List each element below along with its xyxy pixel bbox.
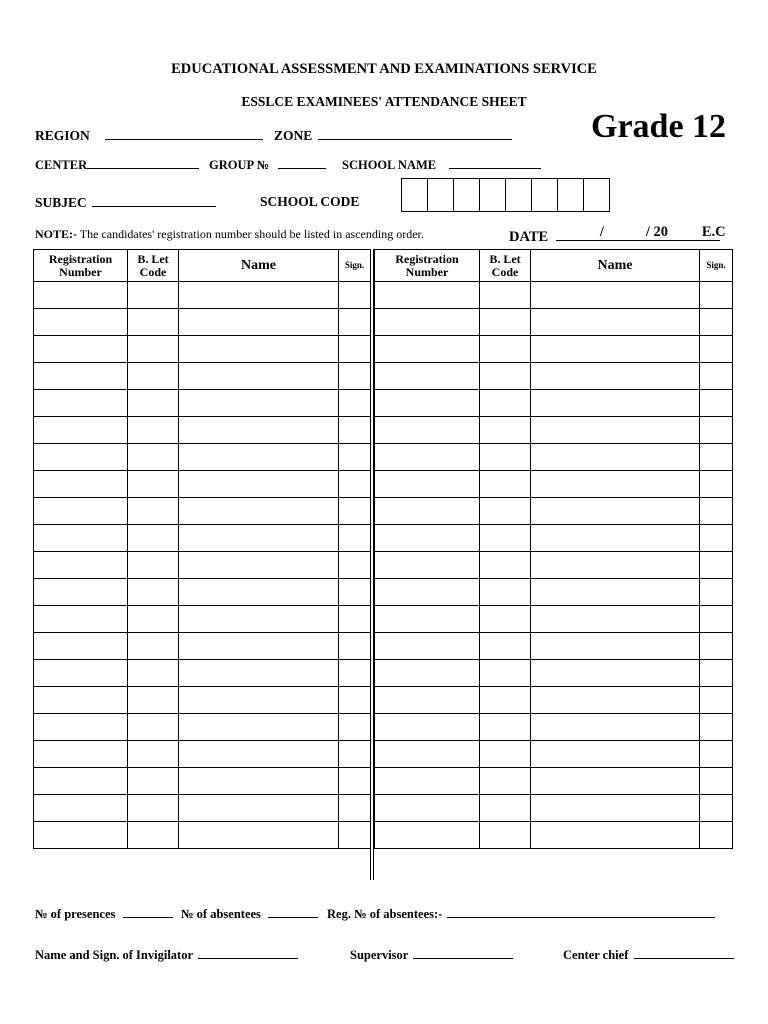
table-row	[34, 552, 371, 579]
date-label: DATE	[509, 229, 549, 245]
registration-cell[interactable]	[375, 741, 480, 768]
blet-cell[interactable]	[128, 390, 179, 417]
subject-field	[35, 194, 216, 211]
table-row	[375, 471, 733, 498]
sign-cell[interactable]	[700, 768, 733, 795]
table-row	[34, 660, 371, 687]
col-registration-header: Registration Number	[34, 250, 128, 282]
code-box[interactable]	[506, 179, 532, 211]
table-row	[375, 525, 733, 552]
table-row	[34, 768, 371, 795]
invigilator-blank[interactable]	[198, 946, 298, 959]
absentees-field	[181, 905, 318, 922]
registration-cell[interactable]	[375, 633, 480, 660]
blet-cell[interactable]	[128, 660, 179, 687]
zone-label: ZONE	[274, 128, 313, 143]
name-cell[interactable]	[179, 417, 339, 444]
name-cell[interactable]	[179, 336, 339, 363]
blet-cell[interactable]	[128, 498, 179, 525]
blet-cell[interactable]	[128, 363, 179, 390]
attendance-table-left	[33, 249, 371, 849]
blet-cell[interactable]	[480, 606, 531, 633]
sign-cell[interactable]	[339, 525, 371, 552]
table-row	[375, 390, 733, 417]
blet-cell[interactable]	[480, 822, 531, 849]
blet-cell[interactable]	[480, 336, 531, 363]
table-row	[375, 309, 733, 336]
table-row	[375, 282, 733, 309]
subject-blank[interactable]	[92, 194, 216, 207]
table-row	[34, 417, 371, 444]
registration-cell[interactable]	[34, 579, 128, 606]
name-cell[interactable]	[179, 363, 339, 390]
registration-cell[interactable]	[34, 714, 128, 741]
table-row	[34, 741, 371, 768]
date-field	[509, 224, 726, 246]
code-box[interactable]	[558, 179, 584, 211]
registration-cell[interactable]	[34, 498, 128, 525]
table-row	[34, 687, 371, 714]
col-name-header: Name	[531, 250, 700, 282]
table-row	[375, 714, 733, 741]
table-row	[34, 282, 371, 309]
blet-cell[interactable]	[480, 795, 531, 822]
registration-cell[interactable]	[375, 579, 480, 606]
registration-cell[interactable]	[34, 471, 128, 498]
registration-cell[interactable]	[34, 660, 128, 687]
sign-cell[interactable]	[339, 606, 371, 633]
sign-cell[interactable]	[339, 336, 371, 363]
blet-cell[interactable]	[128, 822, 179, 849]
sign-cell[interactable]	[700, 552, 733, 579]
table-row	[375, 660, 733, 687]
table-row	[34, 336, 371, 363]
reg-absentees-blank[interactable]	[447, 905, 715, 918]
sign-cell[interactable]	[700, 282, 733, 309]
registration-cell[interactable]	[34, 525, 128, 552]
blet-cell[interactable]	[128, 687, 179, 714]
sign-cell[interactable]	[700, 336, 733, 363]
reg-absentees-label: Reg. № of absentees:-	[327, 907, 443, 921]
col-name-header: Name	[179, 250, 339, 282]
blet-cell[interactable]	[128, 633, 179, 660]
sign-cell[interactable]	[700, 795, 733, 822]
registration-cell[interactable]	[375, 471, 480, 498]
center-chief-field	[563, 946, 734, 963]
sign-cell[interactable]	[339, 498, 371, 525]
school-name-blank[interactable]	[449, 156, 541, 169]
registration-cell[interactable]	[375, 417, 480, 444]
blet-cell[interactable]	[480, 687, 531, 714]
table-row	[34, 525, 371, 552]
table-row	[375, 336, 733, 363]
name-cell[interactable]	[531, 498, 700, 525]
sign-cell[interactable]	[339, 444, 371, 471]
blet-cell[interactable]	[480, 633, 531, 660]
presences-field	[35, 905, 173, 922]
grade-label: Grade 12	[591, 108, 727, 145]
name-cell[interactable]	[531, 363, 700, 390]
name-cell[interactable]	[531, 552, 700, 579]
registration-cell[interactable]	[34, 390, 128, 417]
sign-cell[interactable]	[339, 579, 371, 606]
document-title: EDUCATIONAL ASSESSMENT AND EXAMINATIONS SERVICE	[171, 61, 597, 77]
absentees-label: № of absentees	[181, 907, 261, 921]
registration-cell[interactable]	[375, 444, 480, 471]
name-cell[interactable]	[531, 309, 700, 336]
zone-field	[274, 127, 512, 144]
registration-cell[interactable]	[375, 525, 480, 552]
table-row	[34, 606, 371, 633]
sign-cell[interactable]	[339, 795, 371, 822]
sign-cell[interactable]	[700, 498, 733, 525]
name-cell[interactable]	[179, 471, 339, 498]
registration-cell[interactable]	[34, 768, 128, 795]
blet-cell[interactable]	[128, 309, 179, 336]
table-row	[375, 768, 733, 795]
name-cell[interactable]	[531, 795, 700, 822]
blet-cell[interactable]	[480, 282, 531, 309]
blet-cell[interactable]	[480, 363, 531, 390]
code-box[interactable]	[532, 179, 558, 211]
registration-cell[interactable]	[34, 309, 128, 336]
sign-cell[interactable]	[700, 309, 733, 336]
blet-cell[interactable]	[480, 309, 531, 336]
sign-cell[interactable]	[339, 741, 371, 768]
blet-cell[interactable]	[480, 579, 531, 606]
registration-cell[interactable]	[34, 633, 128, 660]
table-row	[34, 633, 371, 660]
table-row	[375, 741, 733, 768]
supervisor-blank[interactable]	[413, 946, 513, 959]
registration-cell[interactable]	[34, 552, 128, 579]
code-box[interactable]	[584, 179, 609, 211]
name-cell[interactable]	[531, 282, 700, 309]
blet-cell[interactable]	[128, 471, 179, 498]
sign-cell[interactable]	[700, 714, 733, 741]
name-cell[interactable]	[531, 768, 700, 795]
sign-cell[interactable]	[339, 390, 371, 417]
code-box[interactable]	[428, 179, 454, 211]
table-row	[34, 444, 371, 471]
table-row	[34, 471, 371, 498]
table-row	[375, 363, 733, 390]
blet-cell[interactable]	[480, 417, 531, 444]
name-cell[interactable]	[179, 606, 339, 633]
code-box[interactable]	[402, 179, 428, 211]
sign-cell[interactable]	[700, 660, 733, 687]
registration-cell[interactable]	[375, 714, 480, 741]
table-row	[375, 498, 733, 525]
registration-cell[interactable]	[375, 552, 480, 579]
table-row	[34, 390, 371, 417]
table-row	[34, 498, 371, 525]
center-blank[interactable]	[87, 156, 199, 169]
name-cell[interactable]	[531, 822, 700, 849]
table-row	[34, 822, 371, 849]
name-cell[interactable]	[179, 498, 339, 525]
table-row	[34, 309, 371, 336]
sign-cell[interactable]	[339, 822, 371, 849]
registration-cell[interactable]	[34, 741, 128, 768]
name-cell[interactable]	[179, 714, 339, 741]
name-cell[interactable]	[179, 687, 339, 714]
code-box[interactable]	[480, 179, 506, 211]
blet-cell[interactable]	[128, 768, 179, 795]
blet-cell[interactable]	[480, 498, 531, 525]
name-cell[interactable]	[531, 687, 700, 714]
blet-cell[interactable]	[480, 471, 531, 498]
presences-blank[interactable]	[123, 905, 173, 918]
sign-cell[interactable]	[700, 606, 733, 633]
sign-cell[interactable]	[700, 417, 733, 444]
region-blank[interactable]	[105, 127, 263, 140]
blet-cell[interactable]	[128, 714, 179, 741]
table-row	[375, 606, 733, 633]
sign-cell[interactable]	[339, 417, 371, 444]
school-name-label: SCHOOL NAME	[342, 158, 437, 172]
supervisor-label: Supervisor	[350, 948, 409, 962]
name-cell[interactable]	[531, 741, 700, 768]
sign-cell[interactable]	[339, 282, 371, 309]
blet-cell[interactable]	[128, 795, 179, 822]
invigilator-field	[35, 946, 298, 963]
sign-cell[interactable]	[339, 552, 371, 579]
table-row	[375, 417, 733, 444]
registration-cell[interactable]	[375, 336, 480, 363]
school-code-label: SCHOOL CODE	[260, 194, 360, 209]
name-cell[interactable]	[179, 579, 339, 606]
invigilator-label: Name and Sign. of Invigilator	[35, 948, 193, 962]
group-blank[interactable]	[278, 156, 326, 169]
table-row	[34, 795, 371, 822]
blet-cell[interactable]	[128, 336, 179, 363]
sign-cell[interactable]	[700, 444, 733, 471]
registration-cell[interactable]	[375, 363, 480, 390]
name-cell[interactable]	[179, 390, 339, 417]
sign-cell[interactable]	[700, 687, 733, 714]
name-cell[interactable]	[179, 741, 339, 768]
name-cell[interactable]	[531, 471, 700, 498]
date-sep: /	[599, 224, 604, 240]
region-field	[35, 127, 263, 144]
note	[35, 227, 424, 242]
table-row	[34, 363, 371, 390]
note-text: The candidates' registration number should be listed in ascending order.	[77, 227, 424, 241]
table-row	[375, 444, 733, 471]
sign-cell[interactable]	[700, 390, 733, 417]
registration-cell[interactable]	[375, 768, 480, 795]
school-code-boxes[interactable]	[401, 178, 610, 212]
name-cell[interactable]	[179, 822, 339, 849]
registration-cell[interactable]	[34, 795, 128, 822]
sign-cell[interactable]	[700, 822, 733, 849]
supervisor-field	[350, 946, 513, 963]
name-cell[interactable]	[179, 309, 339, 336]
blet-cell[interactable]	[480, 714, 531, 741]
date-year-prefix: / 20	[645, 224, 668, 240]
date-era: E.C	[701, 224, 726, 240]
table-row	[375, 795, 733, 822]
table-row	[375, 552, 733, 579]
sign-cell[interactable]	[339, 633, 371, 660]
blet-cell[interactable]	[128, 525, 179, 552]
blet-cell[interactable]	[128, 606, 179, 633]
sign-cell[interactable]	[339, 471, 371, 498]
name-cell[interactable]	[531, 336, 700, 363]
table-row	[375, 687, 733, 714]
group-field	[209, 156, 326, 173]
sign-cell[interactable]	[339, 660, 371, 687]
table-row	[34, 579, 371, 606]
col-sign-header: Sign.	[700, 250, 733, 282]
blet-cell[interactable]	[128, 579, 179, 606]
table-row	[375, 633, 733, 660]
code-box[interactable]	[454, 179, 480, 211]
blet-cell[interactable]	[128, 417, 179, 444]
name-cell[interactable]	[179, 444, 339, 471]
blet-cell[interactable]	[480, 525, 531, 552]
name-cell[interactable]	[531, 444, 700, 471]
registration-cell[interactable]	[375, 795, 480, 822]
sign-cell[interactable]	[339, 768, 371, 795]
center-field	[35, 156, 199, 173]
sign-cell[interactable]	[339, 309, 371, 336]
name-cell[interactable]	[531, 606, 700, 633]
col-blet-header: B. Let Code	[480, 250, 531, 282]
registration-cell[interactable]	[375, 822, 480, 849]
name-cell[interactable]	[531, 579, 700, 606]
blet-cell[interactable]	[480, 444, 531, 471]
blet-cell[interactable]	[480, 390, 531, 417]
registration-cell[interactable]	[375, 309, 480, 336]
center-chief-blank[interactable]	[634, 946, 734, 959]
name-cell[interactable]	[179, 660, 339, 687]
registration-cell[interactable]	[34, 363, 128, 390]
registration-cell[interactable]	[34, 606, 128, 633]
registration-cell[interactable]	[375, 498, 480, 525]
name-cell[interactable]	[179, 795, 339, 822]
name-cell[interactable]	[179, 633, 339, 660]
blet-cell[interactable]	[480, 768, 531, 795]
reg-absentees-field	[327, 905, 715, 922]
zone-blank[interactable]	[318, 127, 512, 140]
sign-cell[interactable]	[700, 363, 733, 390]
name-cell[interactable]	[179, 552, 339, 579]
blet-cell[interactable]	[128, 552, 179, 579]
document-subtitle: ESSLCE EXAMINEES' ATTENDANCE SHEET	[241, 94, 527, 109]
group-label: GROUP №	[209, 158, 270, 172]
registration-cell[interactable]	[375, 660, 480, 687]
center-chief-label: Center chief	[563, 948, 629, 962]
name-cell[interactable]	[531, 660, 700, 687]
sign-cell[interactable]	[339, 363, 371, 390]
name-cell[interactable]	[531, 714, 700, 741]
name-cell[interactable]	[531, 525, 700, 552]
registration-cell[interactable]	[375, 687, 480, 714]
region-label: REGION	[35, 128, 90, 143]
name-cell[interactable]	[531, 417, 700, 444]
subject-label: SUBJEC	[35, 195, 87, 210]
col-registration-header: Registration Number	[375, 250, 480, 282]
name-cell[interactable]	[179, 768, 339, 795]
sign-cell[interactable]	[339, 687, 371, 714]
registration-cell[interactable]	[34, 417, 128, 444]
registration-cell[interactable]	[34, 336, 128, 363]
table-row	[375, 579, 733, 606]
registration-cell[interactable]	[34, 444, 128, 471]
blet-cell[interactable]	[480, 741, 531, 768]
date-blank[interactable]	[556, 224, 726, 241]
note-label: NOTE:-	[35, 227, 77, 241]
center-label: CENTER	[35, 158, 88, 172]
blet-cell[interactable]	[128, 444, 179, 471]
registration-cell[interactable]	[34, 282, 128, 309]
registration-cell[interactable]	[375, 282, 480, 309]
sign-cell[interactable]	[700, 633, 733, 660]
blet-cell[interactable]	[480, 552, 531, 579]
name-cell[interactable]	[531, 390, 700, 417]
sign-cell[interactable]	[700, 471, 733, 498]
col-blet-header: B. Let Code	[128, 250, 179, 282]
attendance-table-right	[374, 249, 733, 849]
sign-cell[interactable]	[700, 525, 733, 552]
sign-cell[interactable]	[339, 714, 371, 741]
name-cell[interactable]	[531, 633, 700, 660]
sign-cell[interactable]	[700, 741, 733, 768]
blet-cell[interactable]	[480, 660, 531, 687]
sign-cell[interactable]	[700, 579, 733, 606]
name-cell[interactable]	[179, 282, 339, 309]
registration-cell[interactable]	[34, 822, 128, 849]
absentees-blank[interactable]	[268, 905, 318, 918]
table-row	[34, 714, 371, 741]
registration-cell[interactable]	[375, 390, 480, 417]
table-row	[375, 822, 733, 849]
col-sign-header: Sign.	[339, 250, 371, 282]
registration-cell[interactable]	[375, 606, 480, 633]
presences-label: № of presences	[35, 907, 116, 921]
name-cell[interactable]	[179, 525, 339, 552]
registration-cell[interactable]	[34, 687, 128, 714]
blet-cell[interactable]	[128, 282, 179, 309]
school-name-field	[342, 156, 541, 173]
blet-cell[interactable]	[128, 741, 179, 768]
